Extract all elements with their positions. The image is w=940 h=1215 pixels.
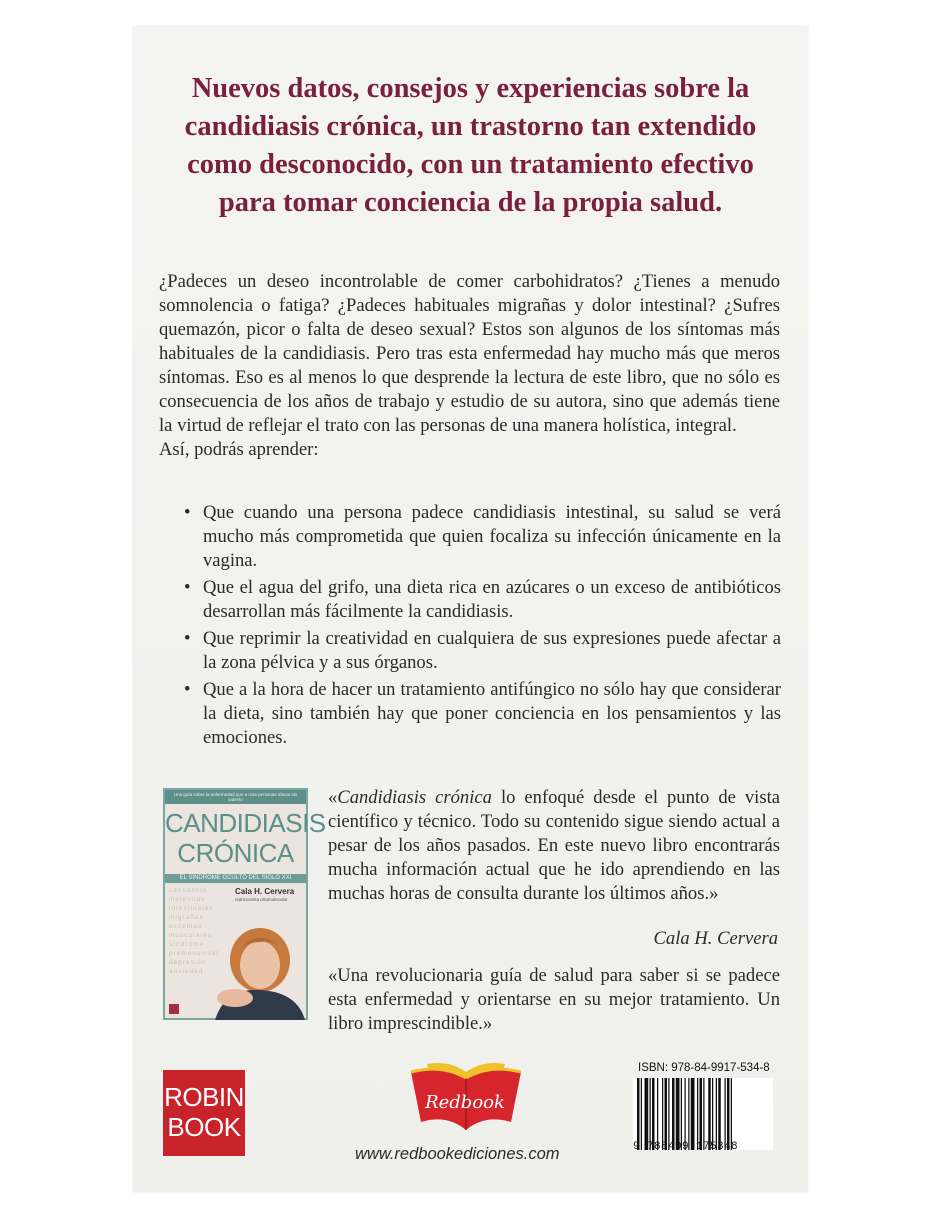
publisher-website: www.redbookediciones.com (355, 1145, 560, 1163)
headline-line: candidiasis crónica, un trastorno tan extendido (184, 111, 757, 142)
quote-author: Cala H. Cervera (653, 928, 778, 949)
barcode-digits: 9 788499 175348 (633, 1141, 739, 1153)
quote-text: lo enfoqué desde el punto de vista científico y técnico. Todo su contenido sigue siendo actual a pesar de los años pasados. En este nuevo libro encontrarás mucha información actual que he ido aprendiendo en las muchas horas de consulta durante los últimos años.» (328, 787, 780, 904)
headline-line: como desconocido, con un tratamiento efectivo (187, 149, 754, 180)
thumb-word: cansancio (169, 887, 208, 894)
description (159, 270, 780, 462)
thumb-word: molestias (169, 896, 206, 903)
thumb-word: eczemas (169, 923, 203, 930)
redbook-logo-text: Redbook (425, 1092, 505, 1113)
thumb-word: depresión (169, 959, 207, 966)
list-item: • Que el agua del grifo, una dieta rica en azúcares o un exceso de antibióticos desarrollan más fácilmente la candidiasis. (181, 576, 781, 624)
thumb-word: migrañas (169, 914, 204, 921)
learning-points-list (181, 501, 781, 753)
description-intro: Así, podrás aprender: (159, 439, 319, 460)
headline-line: Nuevos datos, consejos y experiencias sobre la (191, 73, 750, 104)
thumb-title-line: CANDIDIASIS (165, 808, 326, 838)
thumb-publisher-logo-icon (169, 1004, 179, 1014)
quote-open-mark: « (328, 787, 338, 808)
robin-logo-line: BOOK (167, 1112, 241, 1142)
book-back-cover (133, 26, 808, 1192)
thumb-word: intestinales (169, 905, 214, 912)
thumb-title-line: CRÓNICA (177, 838, 294, 868)
thumb-subtitle: EL SÍNDROME OCULTO DEL SIGLO XXI (179, 875, 292, 881)
previous-book-cover-thumbnail (163, 788, 326, 1020)
robin-book-logo (163, 1070, 245, 1156)
robin-logo-line: ROBIN (164, 1082, 244, 1112)
thumb-author: Cala H. Cervera (235, 887, 295, 896)
headline-line: para tomar conciencia de la propia salud. (218, 187, 723, 218)
description-paragraph: ¿Padeces un deseo incontrolable de comer carbohidratos? ¿Tienes a menudo somnolencia o fatiga? ¿Padeces habituales migrañas y dolor intestinal? ¿Sufres quemazón, picor o falta de deseo sexual? Estos son algunos de los síntomas más habituales de la candidiasis. Pero tras esta enfermedad hay mucho más que meros síntomas. Eso es al menos lo que desprende la lectura de este libro, que no sólo es consecuencia de los años de trabajo y estudio de su autora, sino que además tiene la virtud de reflejar el trato con las personas de una manera holística, integral. (159, 271, 780, 436)
list-item: • Que reprimir la creatividad en cualquiera de sus expresiones puede afectar a la zona pélvica y a sus órganos. (181, 627, 781, 675)
quote-book-title: Candidiasis crónica (337, 787, 492, 808)
author-quote (328, 786, 780, 906)
thumb-tagline: Una guía sobre la enfermedad que a más personas afecta sin saberlo (173, 792, 298, 802)
isbn-label: ISBN: 978-84-9917-534-8 (638, 1062, 770, 1074)
author-portrait-icon (205, 910, 305, 1020)
thumb-word: premenstrual (169, 950, 219, 957)
review-quote: «Una revolucionaria guía de salud para saber si se padece esta enfermedad y orientarse en su mejor tratamiento. Un libro imprescindible.» (328, 965, 780, 1034)
list-item: • Que cuando una persona padece candidiasis intestinal, su salud se verá mucho más comprometida que quien focaliza su infección únicamente en la vagina. (181, 501, 781, 573)
thumb-word: musculares (169, 932, 213, 939)
barcode-icon (633, 1078, 773, 1150)
thumb-author-role: nutricionista ortomolecular (235, 897, 288, 902)
list-item: • Que a la hora de hacer un tratamiento antifúngico no sólo hay que considerar la dieta, sino también hay que poner conciencia en los pensamientos y las emociones. (181, 678, 781, 750)
thumb-word: síndrome (169, 941, 205, 948)
headline (155, 70, 786, 222)
thumb-title (165, 808, 326, 868)
thumb-word: ansiedad (169, 968, 204, 975)
